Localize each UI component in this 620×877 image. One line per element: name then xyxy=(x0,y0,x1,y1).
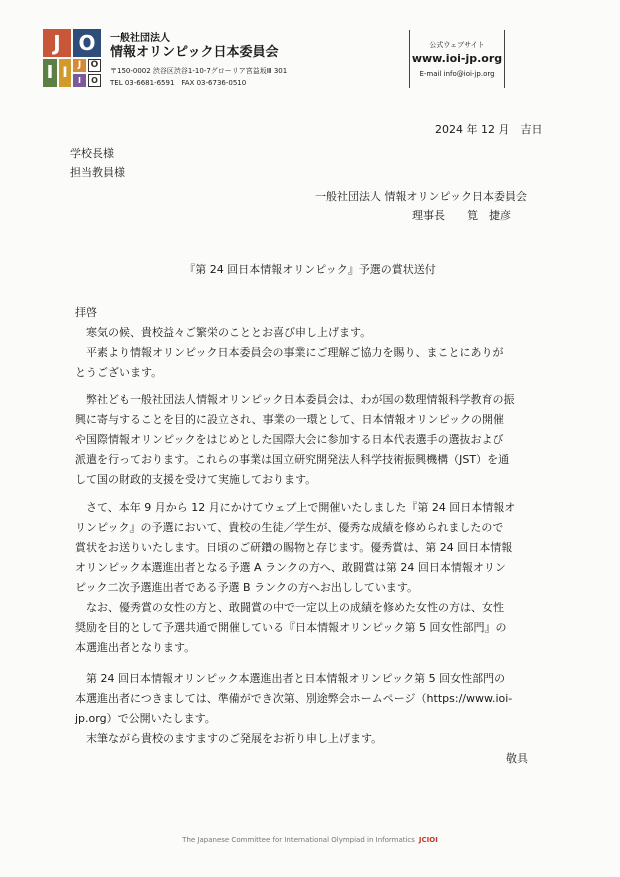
body-line: 平素より情報オリンピック日本委員会の事業にご理解ご協力を賜り、まことにありが xyxy=(86,346,504,359)
website-label: 公式ウェブサイト xyxy=(429,41,485,49)
logo-tile: O xyxy=(88,59,101,72)
footer-brand: JCIOI xyxy=(418,836,438,844)
org-name: 情報オリンピック日本委員会 xyxy=(110,45,279,60)
body-line: 奨励を目的として予選共通で開催している『日本情報オリンピック第 5 回女性部門』の xyxy=(75,621,507,634)
website-url[interactable]: www.ioi-jp.org xyxy=(411,52,503,65)
body-line: なお、優秀賞の女性の方と、敢闘賞の中で一定以上の成績を修めた女性の方は、女性 xyxy=(86,601,504,614)
recipient-teacher: 担当教員様 xyxy=(70,166,125,179)
logo-tile: O xyxy=(88,74,101,87)
letter-title: 『第 24 回日本情報オリンピック』予選の賞状送付 xyxy=(184,263,436,276)
body-line: さて、本年 9 月から 12 月にかけてウェブ上で開催いたしました『第 24 回日本情報オ xyxy=(86,501,516,514)
joi-logo xyxy=(43,29,101,87)
closing: 敬具 xyxy=(506,752,528,765)
body-line: 末筆ながら貴校のますますのご発展をお祈り申し上げます。 xyxy=(86,732,383,745)
body-line: 寒気の候、貴校益々ご繁栄のこととお喜び申し上げます。 xyxy=(86,326,372,339)
body-line: オリンピック本選進出者となる予選 A ランクの方へ、敢闘賞は第 24 回日本情報オリン xyxy=(75,561,506,574)
body-line: リンピック』の予選において、貴校の生徒／学生が、優秀な成績を修められましたので xyxy=(75,521,504,534)
org-type: 一般社団法人 xyxy=(110,33,170,44)
body-line: jp.org）で公開いたします。 xyxy=(75,712,216,725)
website-box xyxy=(409,30,505,88)
letter-date: 2024 年 12 月 吉日 xyxy=(435,123,543,136)
org-address: 〒150-0002 渋谷区渋谷1-10-7グローリア宮益坂Ⅲ 301 xyxy=(110,67,288,75)
org-tel-fax: TEL 03-6681-6591 FAX 03-6736-0510 xyxy=(110,79,247,87)
body-line: 賞状をお送りいたします。日頃のご研鑽の賜物と存じます。優秀賞は、第 24 回日本情報 xyxy=(75,541,513,554)
logo-tile: J xyxy=(73,59,86,72)
body-line: 本選進出者につきましては、準備ができ次第、別途弊会ホームページ（https://www.ioi- xyxy=(75,692,513,705)
logo-tile: I xyxy=(73,74,86,87)
recipient-principal: 学校長様 xyxy=(70,147,114,160)
body-line: とうございます。 xyxy=(75,366,163,379)
body-line: 派遣を行っております。これらの事業は国立研究開発法人科学技術振興機構（JST）を通 xyxy=(75,453,510,466)
logo-tile: I xyxy=(59,59,71,87)
body-line: して国の財政的支援を受けて実施しております。 xyxy=(75,473,317,486)
body-line: や国際情報オリンピックをはじめとした国際大会に参加する日本代表選手の選抜および xyxy=(75,433,504,446)
body-line: ピック二次予選進出者である予選 B ランクの方へお出ししています。 xyxy=(75,581,418,594)
footer xyxy=(0,836,620,844)
footer-text: The Japanese Committee for International Olympiad in Informatics xyxy=(182,836,415,844)
body-line: 弊社ども一般社団法人情報オリンピック日本委員会は、わが国の数理情報科学教育の振 xyxy=(86,393,515,406)
greeting: 拝啓 xyxy=(75,306,97,319)
body-line: 第 24 回日本情報オリンピック本選進出者と日本情報オリンピック第 5 回女性部門の xyxy=(86,672,506,685)
logo-tile: O xyxy=(73,29,101,57)
body-line: 本選進出者となります。 xyxy=(75,641,196,654)
sender-org: 一般社団法人 情報オリンピック日本委員会 xyxy=(315,190,528,203)
logo-tile: I xyxy=(43,59,57,87)
logo-tile: J xyxy=(43,29,71,57)
contact-email[interactable]: E-mail info@ioi-jp.org xyxy=(419,70,495,78)
body-line: 興に寄与することを目的に設立され、事業の一環として、日本情報オリンピックの開催 xyxy=(75,413,504,426)
sender-person: 理事長 筧 捷彦 xyxy=(412,209,511,222)
